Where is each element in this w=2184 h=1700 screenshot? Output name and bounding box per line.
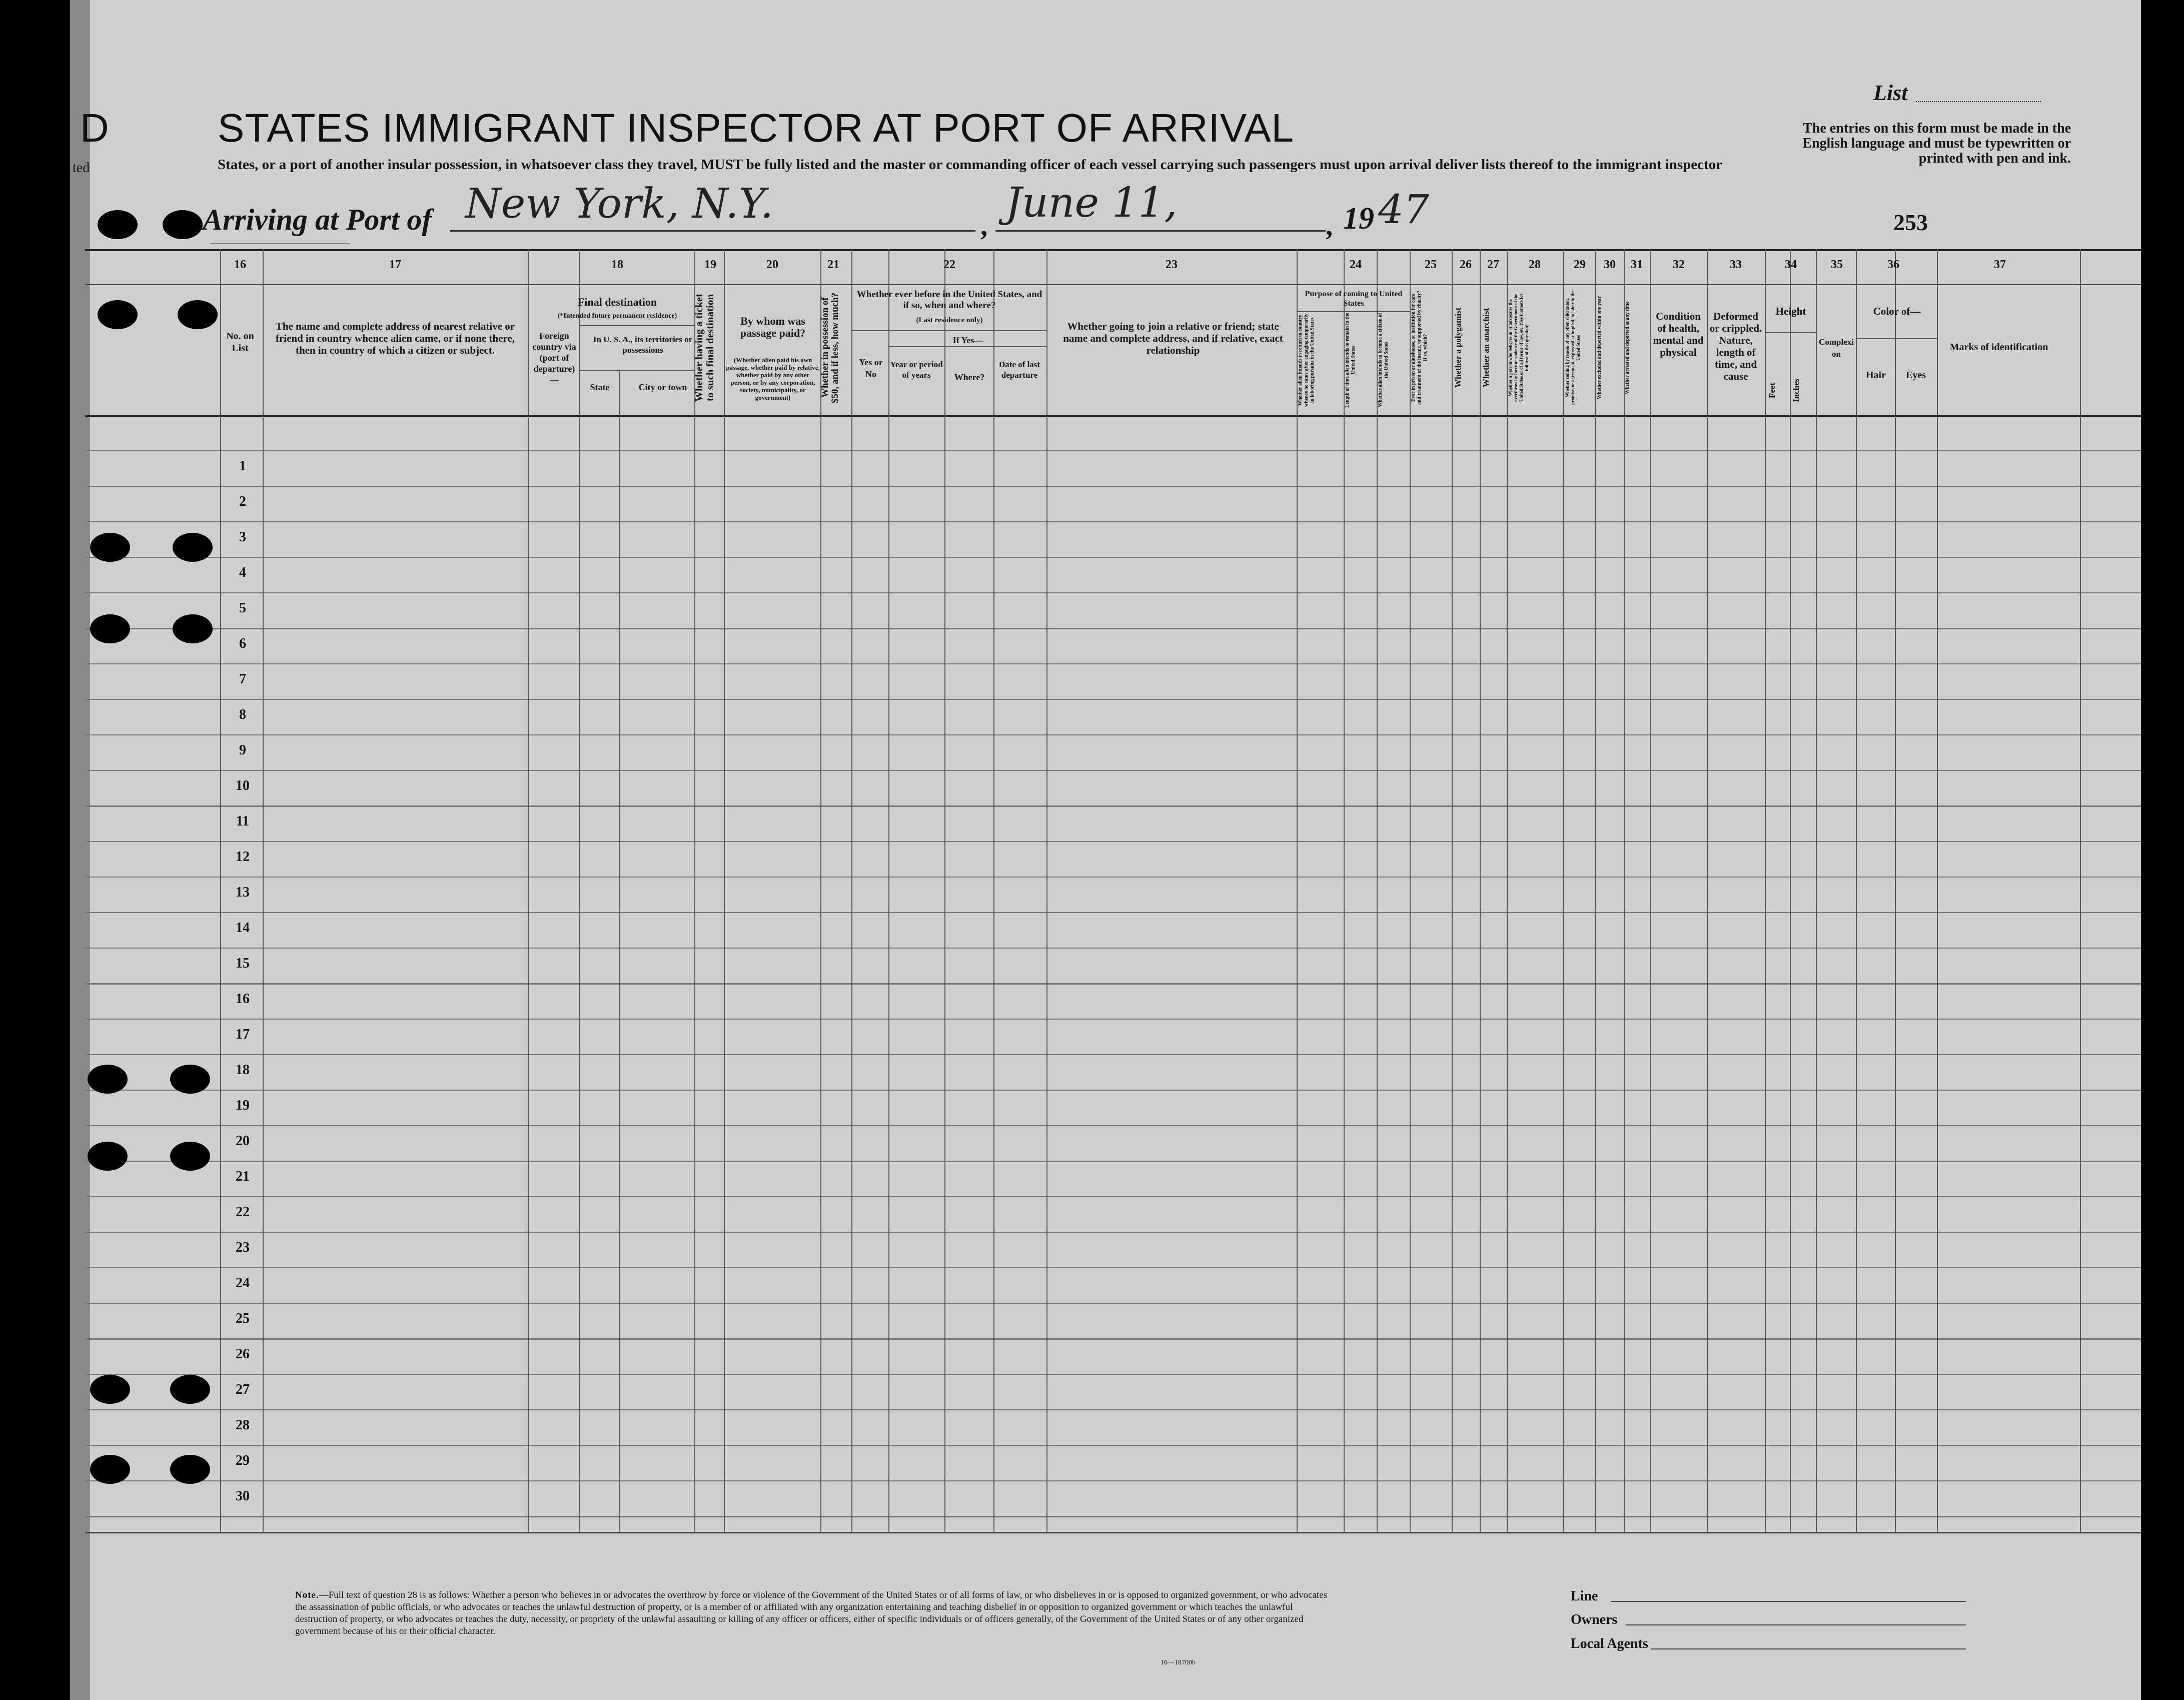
column-number: 20	[766, 258, 778, 271]
handwritten-date[interactable]: June 11,	[1005, 179, 1178, 227]
column-number: 16	[234, 258, 246, 271]
punch-hole	[98, 210, 138, 239]
col28-header: Whether a person who believes in or advocates the overthrow by force or violence of the Government of the United States or of all forms of law, etc. (See footnote for full text of this question)	[1508, 293, 1529, 402]
row-rule	[85, 1516, 2141, 1517]
row-rule	[85, 1409, 2141, 1410]
punch-hole	[170, 1375, 210, 1404]
row-rule	[85, 1338, 2141, 1340]
column-rule	[1765, 249, 1766, 1532]
col18-subtitle: (*Intended future permanent residence)	[557, 312, 677, 320]
column-number: 23	[1166, 258, 1178, 271]
row-rule	[85, 1054, 2141, 1055]
column-rule	[2080, 249, 2081, 1532]
col17-header: The name and complete address of nearest relative or friend in country whence alien came, or if none there, then in country of which a citizen or subject.	[275, 320, 515, 356]
arriving-label: Arriving at Port of	[203, 203, 432, 236]
column-rule	[1816, 249, 1817, 1532]
col18-state-city-rule	[619, 370, 620, 1532]
column-number: 29	[1574, 258, 1586, 271]
footnote-label: Note.	[295, 1590, 319, 1600]
page-number: 253	[1893, 210, 1928, 235]
footnote-text: —Full text of question 28 is as follows: Whether a person who believes in or advocates the overthrow by force or violence of the Government of the United States or of all forms of law, or who disbelieves in or is opposed to organized government, or who advocates the assassination of public officials, or who advocates or teaches the unlawful destruction of property, or is a member of or affiliated with any organization entertaining and teaching disbelief in or opposition to organized government or which teaches the unlawful destruction of property, or who advocates or teaches the duty, necessity, or propriety of the unlawful assaulting or killing of any officer or officers, either of specific individuals or of officers generally, of the Government of the United States or of any other organized government because of his or their official character.	[295, 1590, 1327, 1636]
col34-sub-rule	[1765, 332, 1816, 333]
column-rule	[220, 249, 221, 1532]
column-rule	[851, 249, 852, 1532]
left-page-fragment: D	[80, 106, 109, 150]
col22-ifyes-rule	[888, 346, 1046, 347]
col35-header: Complexion	[1819, 337, 1854, 359]
row-rule	[85, 557, 2141, 558]
col24c-header: Whether alien intends to become a citizen of the United States	[1378, 313, 1389, 408]
column-rule	[1480, 249, 1481, 1532]
col29-header: Whether coming by reason of any offer, solicitation, promise, or agreement, expressed or implied, to labor in the United States	[1565, 290, 1581, 405]
row-rule	[85, 877, 2141, 878]
column-rule	[1507, 249, 1508, 1532]
row-number: 13	[236, 885, 250, 900]
column-number: 33	[1730, 258, 1742, 271]
col25-header: Ever in prison or almshouse, or institution for care and treatment of the insane, or supported by charity? If so, which?	[1411, 290, 1428, 405]
col18-city-header: City or town	[638, 382, 687, 392]
row-rule	[85, 805, 2141, 807]
footnote	[295, 1589, 1336, 1637]
date-underline	[995, 230, 1326, 232]
list-number-line[interactable]	[1916, 101, 2041, 102]
row-number: 4	[239, 565, 246, 580]
col23-header: Whether going to join a relative or friend; state name and complete address, and if relative, exact relationship	[1063, 320, 1283, 356]
row-number: 9	[239, 742, 246, 758]
header-top-rule	[85, 249, 2141, 251]
punch-hole	[90, 1375, 130, 1404]
col22-subtitle: (Last residence only)	[916, 316, 983, 324]
column-number: 24	[1350, 258, 1362, 271]
line-label: Line	[1571, 1588, 1598, 1604]
column-rule	[579, 249, 580, 1532]
column-rule	[1046, 249, 1047, 1532]
column-rule	[944, 249, 945, 1532]
column-rule	[1895, 249, 1896, 1532]
row-rule	[85, 1232, 2141, 1233]
row-number: 25	[236, 1311, 250, 1326]
punch-hole	[173, 614, 213, 643]
col18-usa-header: In U. S. A., its territories or possessions	[593, 335, 693, 355]
column-rule	[993, 249, 994, 1532]
form-title: STATES IMMIGRANT INSPECTOR AT PORT OF ARRIVAL	[218, 106, 1295, 150]
row-number: 28	[236, 1417, 250, 1433]
column-rule	[1624, 249, 1625, 1532]
row-rule	[85, 521, 2141, 522]
column-rule	[1650, 249, 1651, 1532]
column-number-rule	[85, 284, 2141, 285]
col18-state-header: State	[590, 382, 610, 392]
col26-header: Whether a polygamist	[1453, 307, 1463, 388]
row-number: 30	[236, 1488, 250, 1504]
col36-sub-rule	[1856, 338, 1937, 339]
row-number: 29	[236, 1453, 250, 1468]
form-instructions: States, or a port of another insular possession, in whatsoever class they travel, MUST be fully listed and the master or commanding officer of each vessel carrying such passengers must upon arrival deliver lists thereof to the immigrant inspector	[218, 157, 1723, 173]
row-number: 12	[236, 849, 250, 865]
column-number: 30	[1604, 258, 1616, 271]
col19-header: Whether having a ticket to such final destination	[693, 293, 716, 402]
row-number: 20	[236, 1133, 250, 1149]
local-agents-signature-line[interactable]	[1651, 1648, 1966, 1649]
printer-mark-rule	[210, 243, 350, 244]
row-rule	[85, 1125, 2141, 1126]
column-rule	[1707, 249, 1708, 1532]
column-number: 36	[1887, 258, 1899, 271]
col37-header: Marks of identification	[1949, 342, 2048, 353]
column-rule	[1297, 249, 1298, 1532]
column-rule	[1410, 249, 1411, 1532]
row-number: 15	[236, 956, 250, 971]
owners-label: Owners	[1571, 1612, 1618, 1627]
port-underline	[450, 230, 975, 232]
row-number: 17	[236, 1027, 250, 1042]
row-number: 2	[239, 494, 246, 509]
col33-header: Deformed or crippled. Nature, length of time, and cause	[1709, 310, 1762, 382]
col27-header: Whether an anarchist	[1481, 308, 1491, 388]
left-page-fragment-small: ted	[73, 160, 90, 176]
row-rule	[85, 486, 2141, 487]
row-number: 23	[236, 1240, 250, 1255]
row-rule	[85, 734, 2141, 735]
column-rule	[1344, 249, 1345, 1532]
row-number: 11	[236, 813, 250, 829]
row-rule	[85, 1090, 2141, 1091]
col30-header: Whether excluded and deported within one year	[1597, 296, 1602, 399]
punch-hole	[90, 533, 130, 562]
column-rule	[1790, 249, 1791, 1532]
column-rule	[1563, 249, 1564, 1532]
row-rule	[85, 592, 2141, 593]
row-rule	[85, 948, 2141, 949]
local-agents-label: Local Agents	[1571, 1636, 1648, 1651]
row-number: 5	[239, 600, 246, 616]
col36-hair-header: Hair	[1866, 370, 1886, 381]
row-rule	[85, 841, 2141, 842]
row-rule	[85, 770, 2141, 771]
punch-hole	[98, 300, 138, 329]
col24-title: Purpose of coming to United States	[1305, 290, 1403, 308]
year-prefix: 19	[1343, 202, 1374, 236]
column-rule	[263, 249, 264, 1532]
column-rule	[724, 249, 725, 1532]
column-number: 37	[1994, 258, 2006, 271]
column-number: 22	[943, 258, 955, 271]
col22-date-header: Date of last departure	[998, 360, 1040, 380]
punch-hole	[90, 1455, 130, 1484]
column-number: 35	[1831, 258, 1843, 271]
punch-hole	[88, 1065, 128, 1094]
col24a-header: Whether alien intends to return to country whence he came after engaging temporarily in laboring pursuits in the United States	[1298, 313, 1315, 407]
row-number: 22	[236, 1204, 250, 1220]
form-code: 16—18700b	[1161, 1659, 1196, 1666]
col21-header: Whether in possession of $50, and if less, how much?	[820, 292, 840, 403]
column-rule	[820, 249, 821, 1532]
row-rule	[85, 1161, 2141, 1162]
column-rule	[528, 249, 529, 1532]
row-rule	[85, 663, 2141, 664]
col20-title: By whom was passage paid?	[740, 315, 806, 339]
punch-hole	[90, 614, 130, 643]
row-number: 16	[236, 991, 250, 1007]
row-rule	[85, 450, 2141, 451]
punch-hole	[170, 1142, 210, 1171]
col22-title: Whether ever before in the United States, and if so, when and where?	[856, 289, 1042, 311]
row-number: 6	[239, 636, 246, 651]
row-number: 7	[239, 671, 246, 687]
entries-instruction: The entries on this form must be made in the English language and must be typewritten or printed with pen and ink.	[1802, 121, 2071, 166]
row-number: 26	[236, 1346, 250, 1362]
row-rule	[85, 1480, 2141, 1481]
col24b-header: Length of time alien intends to remain in the United States	[1345, 313, 1356, 408]
col20-subtitle: (Whether alien paid his own passage, whether paid by relative, whether paid by any other person, or by any corporation, society, municipality, or government)	[726, 356, 820, 401]
row-rule	[85, 699, 2141, 700]
column-number: 18	[611, 258, 623, 271]
punch-hole	[170, 1065, 210, 1094]
column-rule	[1452, 249, 1453, 1532]
row-rule	[85, 1019, 2141, 1020]
column-rule	[888, 249, 889, 1532]
row-rule	[85, 1445, 2141, 1446]
column-number: 19	[704, 258, 716, 271]
row-number: 10	[236, 778, 250, 793]
column-number: 31	[1631, 258, 1643, 271]
list-label: List	[1873, 81, 1908, 105]
column-number: 25	[1425, 258, 1437, 271]
row-number: 18	[236, 1062, 250, 1078]
col32-header: Condition of health, mental and physical	[1653, 310, 1704, 358]
column-rule	[1595, 249, 1596, 1532]
row-number: 14	[236, 920, 250, 936]
column-number: 28	[1529, 258, 1541, 271]
column-rule	[1856, 249, 1857, 1532]
row-number: 21	[236, 1169, 250, 1184]
row-number: 3	[239, 529, 246, 545]
owners-signature-line[interactable]	[1626, 1624, 1966, 1625]
col22-years-header: Year or period of years	[890, 360, 943, 380]
column-number: 32	[1673, 258, 1685, 271]
line-signature-line[interactable]	[1611, 1601, 1966, 1602]
row-rule	[85, 628, 2141, 629]
handwritten-year[interactable]: 47	[1378, 186, 1429, 233]
row-rule	[85, 912, 2141, 913]
col18-title: Final destination	[577, 296, 657, 308]
col24-sub-rule	[1297, 311, 1410, 312]
row-rule	[85, 983, 2141, 985]
row-number: 27	[236, 1382, 250, 1397]
col36-eyes-header: Eyes	[1906, 370, 1926, 381]
punch-hole	[178, 300, 218, 329]
table-bottom-rule	[85, 1532, 2141, 1533]
column-rule	[694, 249, 695, 1532]
column-number: 17	[389, 258, 401, 271]
column-number: 21	[827, 258, 839, 271]
col31-header: Whether arrested and deported at any time	[1625, 301, 1630, 394]
row-rule	[85, 1196, 2141, 1197]
column-rule	[1937, 249, 1938, 1532]
header-bottom-rule	[85, 415, 2141, 417]
row-number: 19	[236, 1098, 250, 1113]
col18-state-rule	[579, 370, 694, 371]
punch-hole	[163, 210, 203, 239]
col34-inches-header: Inches	[1791, 378, 1801, 402]
punch-hole	[88, 1142, 128, 1171]
row-rule	[85, 1267, 2141, 1268]
col22-where-header: Where?	[954, 372, 985, 382]
col16-header: No. on List	[226, 331, 254, 354]
col34-title: Height	[1775, 305, 1806, 317]
col34-feet-header: Feet	[1767, 382, 1777, 398]
punch-hole	[173, 533, 213, 562]
row-number: 8	[239, 707, 246, 722]
column-number: 34	[1785, 258, 1797, 271]
col22-sub-rule	[851, 330, 1046, 331]
col18-sub-rule	[579, 325, 694, 326]
row-number: 1	[239, 458, 246, 474]
punch-hole	[170, 1455, 210, 1484]
row-rule	[85, 1374, 2141, 1375]
column-number: 26	[1460, 258, 1472, 271]
col18-foreign-header: Foreign country via (port of departure)—	[532, 331, 576, 385]
handwritten-port[interactable]: New York, N.Y.	[465, 180, 774, 228]
column-number: 27	[1487, 258, 1499, 271]
col22-yesno-header: Yes or No	[859, 357, 883, 379]
col22-ifyes-header: If Yes—	[952, 335, 983, 345]
col36-title: Color of—	[1873, 305, 1921, 317]
row-number: 24	[236, 1275, 250, 1291]
row-rule	[85, 1303, 2141, 1304]
column-rule	[1377, 249, 1378, 1532]
